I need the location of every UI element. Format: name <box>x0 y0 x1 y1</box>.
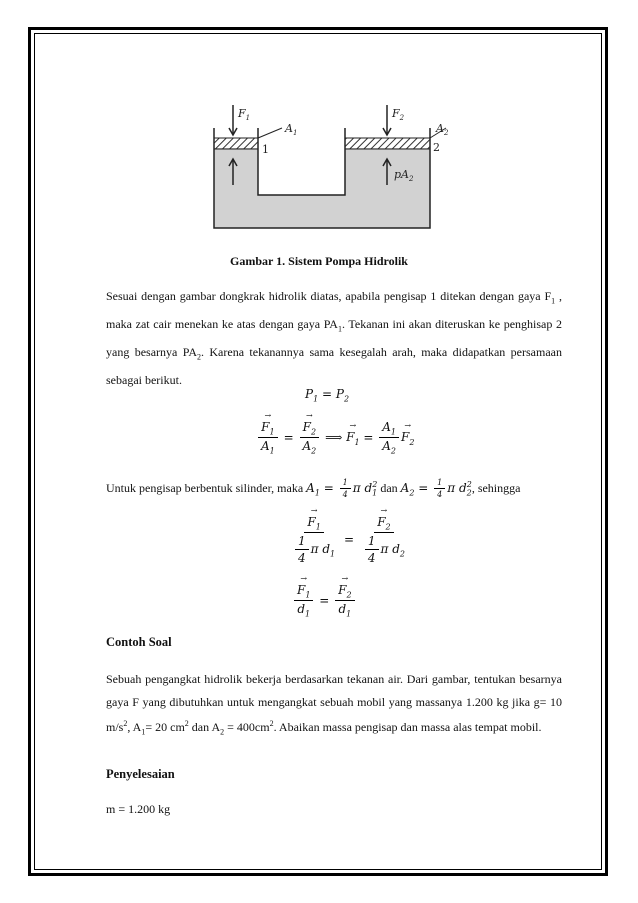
figure-caption: Gambar 1. Sistem Pompa Hidrolik <box>230 254 408 268</box>
equation-pressure-equal: $P_1 = P_2$ <box>305 387 350 404</box>
label-f1: $F_1$ <box>238 107 251 122</box>
label-piston-2-number: 2 <box>433 141 440 154</box>
piston-1 <box>214 138 258 149</box>
equation-force-area: → $\frac{F_1}{A_1}$ = → $\frac{F_2}{A_2}$ ⟹ → $F_1$ = $\frac{A_1}{A_2}$ → $F_2$ <box>256 420 414 456</box>
label-f2: $F_2$ <box>392 107 405 122</box>
equation-force-diameter-quarter: → $F_1$ $\frac{1}{4}$ π $d_1$ = → $F_2$ $\frac{1}{4}$ π $d_2$ <box>288 515 410 565</box>
hydraulic-pump-diagram <box>200 100 450 240</box>
equation-force-diameter: → $\frac{F_1}{d_1}$ = → $\frac{F_2}{d_1}$ <box>292 583 357 619</box>
label-piston-1-number: 1 <box>262 143 269 156</box>
paragraph-problem: Sebuah pengangkat hidrolik bekerja berdasarkan tekanan air. Dari gambar, tentukan besarnya gaya F yang dibutuhkan untuk mengangkat sebuah mobil yang massanya 1.200 kg jika g= 10 $m/s^2$, $A_1= 20$ $cm^2$ dan $A_2 = 400cm^2$. Abaikan massa pengisap dan massa alas tempat mobil. <box>106 672 562 737</box>
paragraph-description: Sesuai dengan gambar dongkrak hidrolik diatas, apabila pengisap 1 ditekan dengan gaya $F_1$ , maka zat cair menekan ke atas dengan gaya $PA_1$. Tekanan ini akan diteruskan ke penghisap 2 yang besarnya $PA_2$. Karena tekanannya sama kesegalah arah, maka didapatkan persamaan sebagai berikut. <box>106 289 563 387</box>
paragraph-cylinder: Untuk pengisap berbentuk silinder, maka $A_1$ = $\frac{1}{4}$ π $d_1^2$ dan $A_2$ = $\frac{1}{4}$ π $d_2^2$, sehingga <box>106 478 521 499</box>
container-inner-wall <box>258 128 345 195</box>
a1-leader <box>258 128 282 138</box>
heading-contoh-soal: Contoh Soal <box>106 635 172 649</box>
heading-penyelesaian: Penyelesaian <box>106 767 175 781</box>
label-a1: $A_1$ <box>285 122 298 137</box>
given-mass: m = 1.200 kg <box>106 802 171 816</box>
fluid-fill <box>214 148 430 228</box>
label-a2: $A_2$ <box>436 122 449 137</box>
label-pa2: $pA_2$ <box>394 168 414 183</box>
piston-2 <box>345 138 430 149</box>
